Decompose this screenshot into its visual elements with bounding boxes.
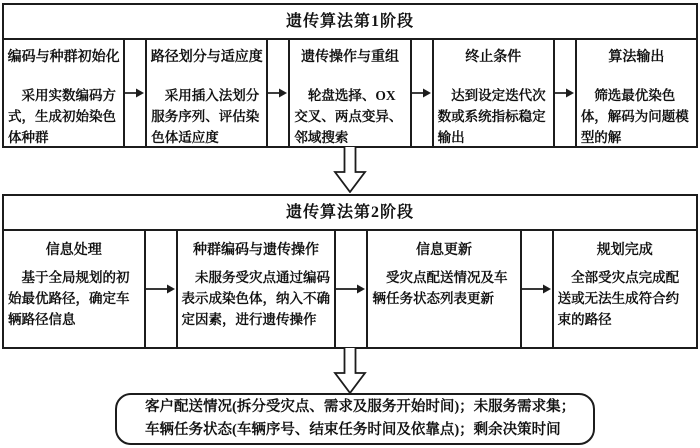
box-body: 轮盘选择、OX交叉、两点变异、邻域搜索 (294, 88, 403, 145)
box-heading: 编码与种群初始化 (7, 50, 120, 65)
box-heading: 信息处理 (45, 243, 102, 258)
output-line-2: 车辆任务状态(车辆序号、结束任务时间及依靠点)；剩余决策时间 (145, 422, 561, 438)
output-line-1: 客户配送情况(拆分受灾点、需求及服务开始时间)；未服务需求集； (145, 399, 576, 415)
box-heading: 算法输出 (608, 50, 665, 65)
down-block-arrow-icon (333, 147, 367, 193)
box-body: 筛选最优染色体，解码为问题模型的解 (580, 88, 689, 145)
box-heading: 遗传操作与重组 (301, 50, 399, 65)
box-body: 达到设定迭代次数或系统指标稳定输出 (437, 88, 546, 145)
box-heading: 信息更新 (416, 243, 473, 258)
box-body: 受灾点配送情况及车辆任务状态列表更新 (372, 270, 508, 306)
box-heading: 路径划分与适应度 (150, 50, 263, 65)
stage2-title: 遗传算法第2阶段 (4, 196, 696, 231)
stage2-box-encoding-genetic-ops (178, 231, 335, 347)
box-body: 全部受灾点完成配送或无法生成符合约束的路径 (557, 270, 680, 327)
stage2-box-planning-done (554, 231, 696, 347)
output-terminator-box (115, 393, 595, 445)
stage2-box-info-update (368, 231, 519, 347)
arrow-channel (410, 40, 434, 146)
stage1-box-path-fitness (147, 40, 266, 146)
box-heading: 终止条件 (465, 50, 522, 65)
arrow-channel (266, 40, 290, 146)
arrow-channel (123, 40, 147, 146)
stage1-container (2, 3, 698, 148)
stage1-box-encoding-init (4, 40, 123, 146)
box-body: 基于全局规划的初始最优路径，确定车辆路径信息 (8, 270, 130, 327)
arrow-channel (520, 231, 554, 347)
right-arrow-icon (125, 85, 145, 101)
box-heading: 规划完成 (596, 243, 653, 258)
box-heading: 种群编码与遗传操作 (192, 243, 319, 258)
arrow-channel (553, 40, 577, 146)
stage2-box-info-processing (4, 231, 144, 347)
right-arrow-icon (522, 281, 552, 297)
stage2-container (2, 194, 698, 349)
right-arrow-icon (555, 85, 575, 101)
stage1-box-output (577, 40, 696, 146)
arrow-channel (144, 231, 178, 347)
stage2-row (4, 231, 696, 347)
stage1-title: 遗传算法第1阶段 (4, 5, 696, 40)
stage1-row (4, 40, 696, 146)
arrow-channel (334, 231, 368, 347)
box-body: 未服务受灾点通过编码表示成染色体，纳入不确定因素，进行遗传操作 (181, 270, 331, 327)
right-arrow-icon (268, 85, 288, 101)
right-arrow-icon (412, 85, 432, 101)
box-body: 采用实数编码方式，生成初始染色体种群 (8, 88, 116, 145)
right-arrow-icon (336, 281, 366, 297)
box-body: 采用插入法划分服务序列、评估染色体适应度 (151, 88, 260, 145)
stage1-box-termination (434, 40, 553, 146)
stage1-box-genetic-ops (290, 40, 409, 146)
right-arrow-icon (146, 281, 176, 297)
down-block-arrow-icon (333, 348, 367, 394)
